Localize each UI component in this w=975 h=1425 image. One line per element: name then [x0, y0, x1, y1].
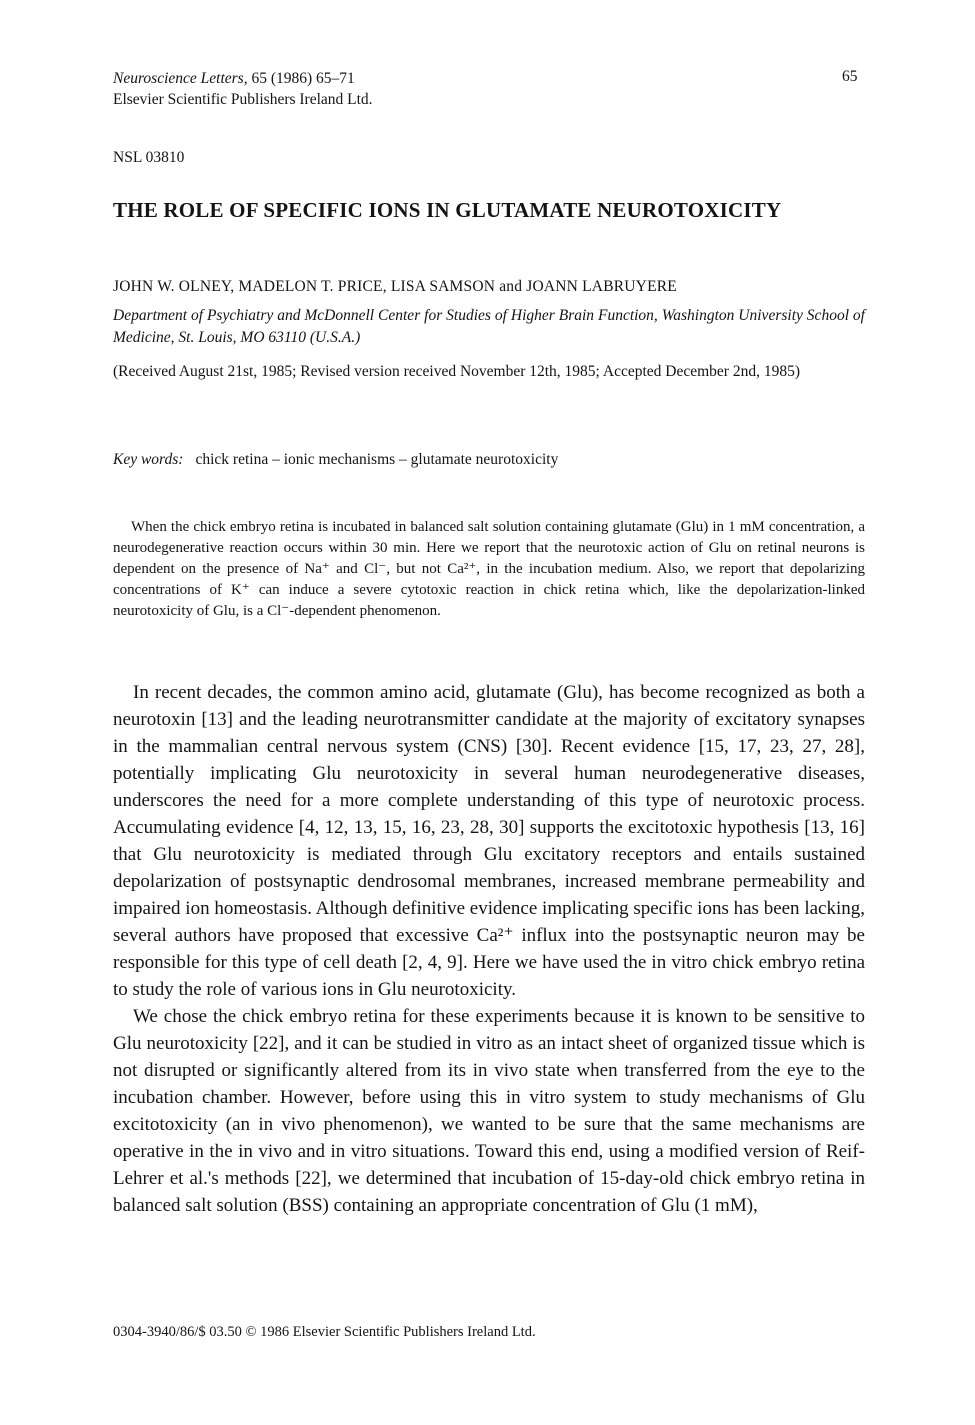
page-number: 65 — [842, 68, 858, 85]
body-text — [113, 679, 865, 1219]
publisher-line: Elsevier Scientific Publishers Ireland Ltd. — [113, 91, 373, 108]
copyright-footer: 0304-3940/86/$ 03.50 © 1986 Elsevier Scientific Publishers Ireland Ltd. — [113, 1324, 536, 1340]
article-id: NSL 03810 — [113, 149, 185, 166]
keywords-line — [113, 451, 558, 469]
body-paragraph-1: In recent decades, the common amino acid, glutamate (Glu), has become recognized as both a neurotoxin [13] and the leading neurotransmitter candidate at the majority of excitatory synapses in the mammalian central nervous system (CNS) [30]. Recent evidence [15, 17, 23, 27, 28], potentially implicating Glu neurotoxicity in several human neurodegenerative diseases, underscores the need for a more complete understanding of this type of neurotoxic process. Accumulating evidence [4, 12, 13, 15, 16, 23, 28, 30] supports the excitotoxic hypothesis [13, 16] that Glu neurotoxicity is mediated through Glu excitatory receptors and entails sustained depolarization of postsynaptic dendrosomal membranes, increased membrane permeability and impaired ion homeostasis. Although definitive evidence implicating specific ions has been lacking, several authors have proposed that excessive Ca²⁺ influx into the postsynaptic neuron may be responsible for this type of cell death [2, 4, 9]. Here we have used the in vitro chick embryo retina to study the role of various ions in Glu neurotoxicity. — [113, 682, 865, 1000]
author-list: JOHN W. OLNEY, MADELON T. PRICE, LISA SAMSON and JOANN LABRUYERE — [113, 278, 677, 295]
affiliation: Department of Psychiatry and McDonnell Center for Studies of Higher Brain Function, Washington University School of Medicine, St. Louis, MO 63110 (U.S.A.) — [113, 307, 865, 346]
body-paragraph-2: We chose the chick embryo retina for these experiments because it is known to be sensitive to Glu neurotoxicity [22], and it can be studied in vitro as an intact sheet of organized tissue which is not disrupted or significantly altered from its in vivo state when transferred from the eye to the incubation chamber. However, before using this in vitro system to study mechanisms of Glu excitotoxicity (an in vivo phenomenon), we wanted to be sure that the same mechanisms are operative in the in vivo and in vitro situations. Toward this end, using a modified version of Reif-Lehrer et al.'s methods [22], we determined that incubation of 15-day-old chick embryo retina in balanced salt solution (BSS) containing an appropriate concentration of Glu (1 mM), — [113, 1006, 865, 1216]
article-title: THE ROLE OF SPECIFIC IONS IN GLUTAMATE NEUROTOXICITY — [113, 198, 782, 222]
keywords-label: Key words: — [113, 451, 184, 468]
received-dates: (Received August 21st, 1985; Revised version received November 12th, 1985; Accepted December 2nd, 1985) — [113, 363, 800, 380]
keywords-text: chick retina – ionic mechanisms – glutamate neurotoxicity — [195, 451, 559, 468]
abstract: When the chick embryo retina is incubated in balanced salt solution containing glutamate (Glu) in 1 mM concentration, a neurodegenerative reaction occurs within 30 min. Here we report that the neurotoxic action of Glu on retinal neurons is dependent on the presence of Na⁺ and Cl⁻, but not Ca²⁺, in the incubation medium. Also, we report that depolarizing concentrations of K⁺ can induce a severe cytotoxic reaction in chick retina which, like the depolarization-linked neurotoxicity of Glu, is a Cl⁻-dependent phenomenon. — [113, 519, 865, 619]
journal-citation-line — [113, 68, 373, 89]
journal-citation: 65 (1986) 65–71 — [247, 70, 355, 87]
journal-name: Neuroscience Letters, — [113, 70, 248, 87]
journal-header — [113, 68, 373, 110]
